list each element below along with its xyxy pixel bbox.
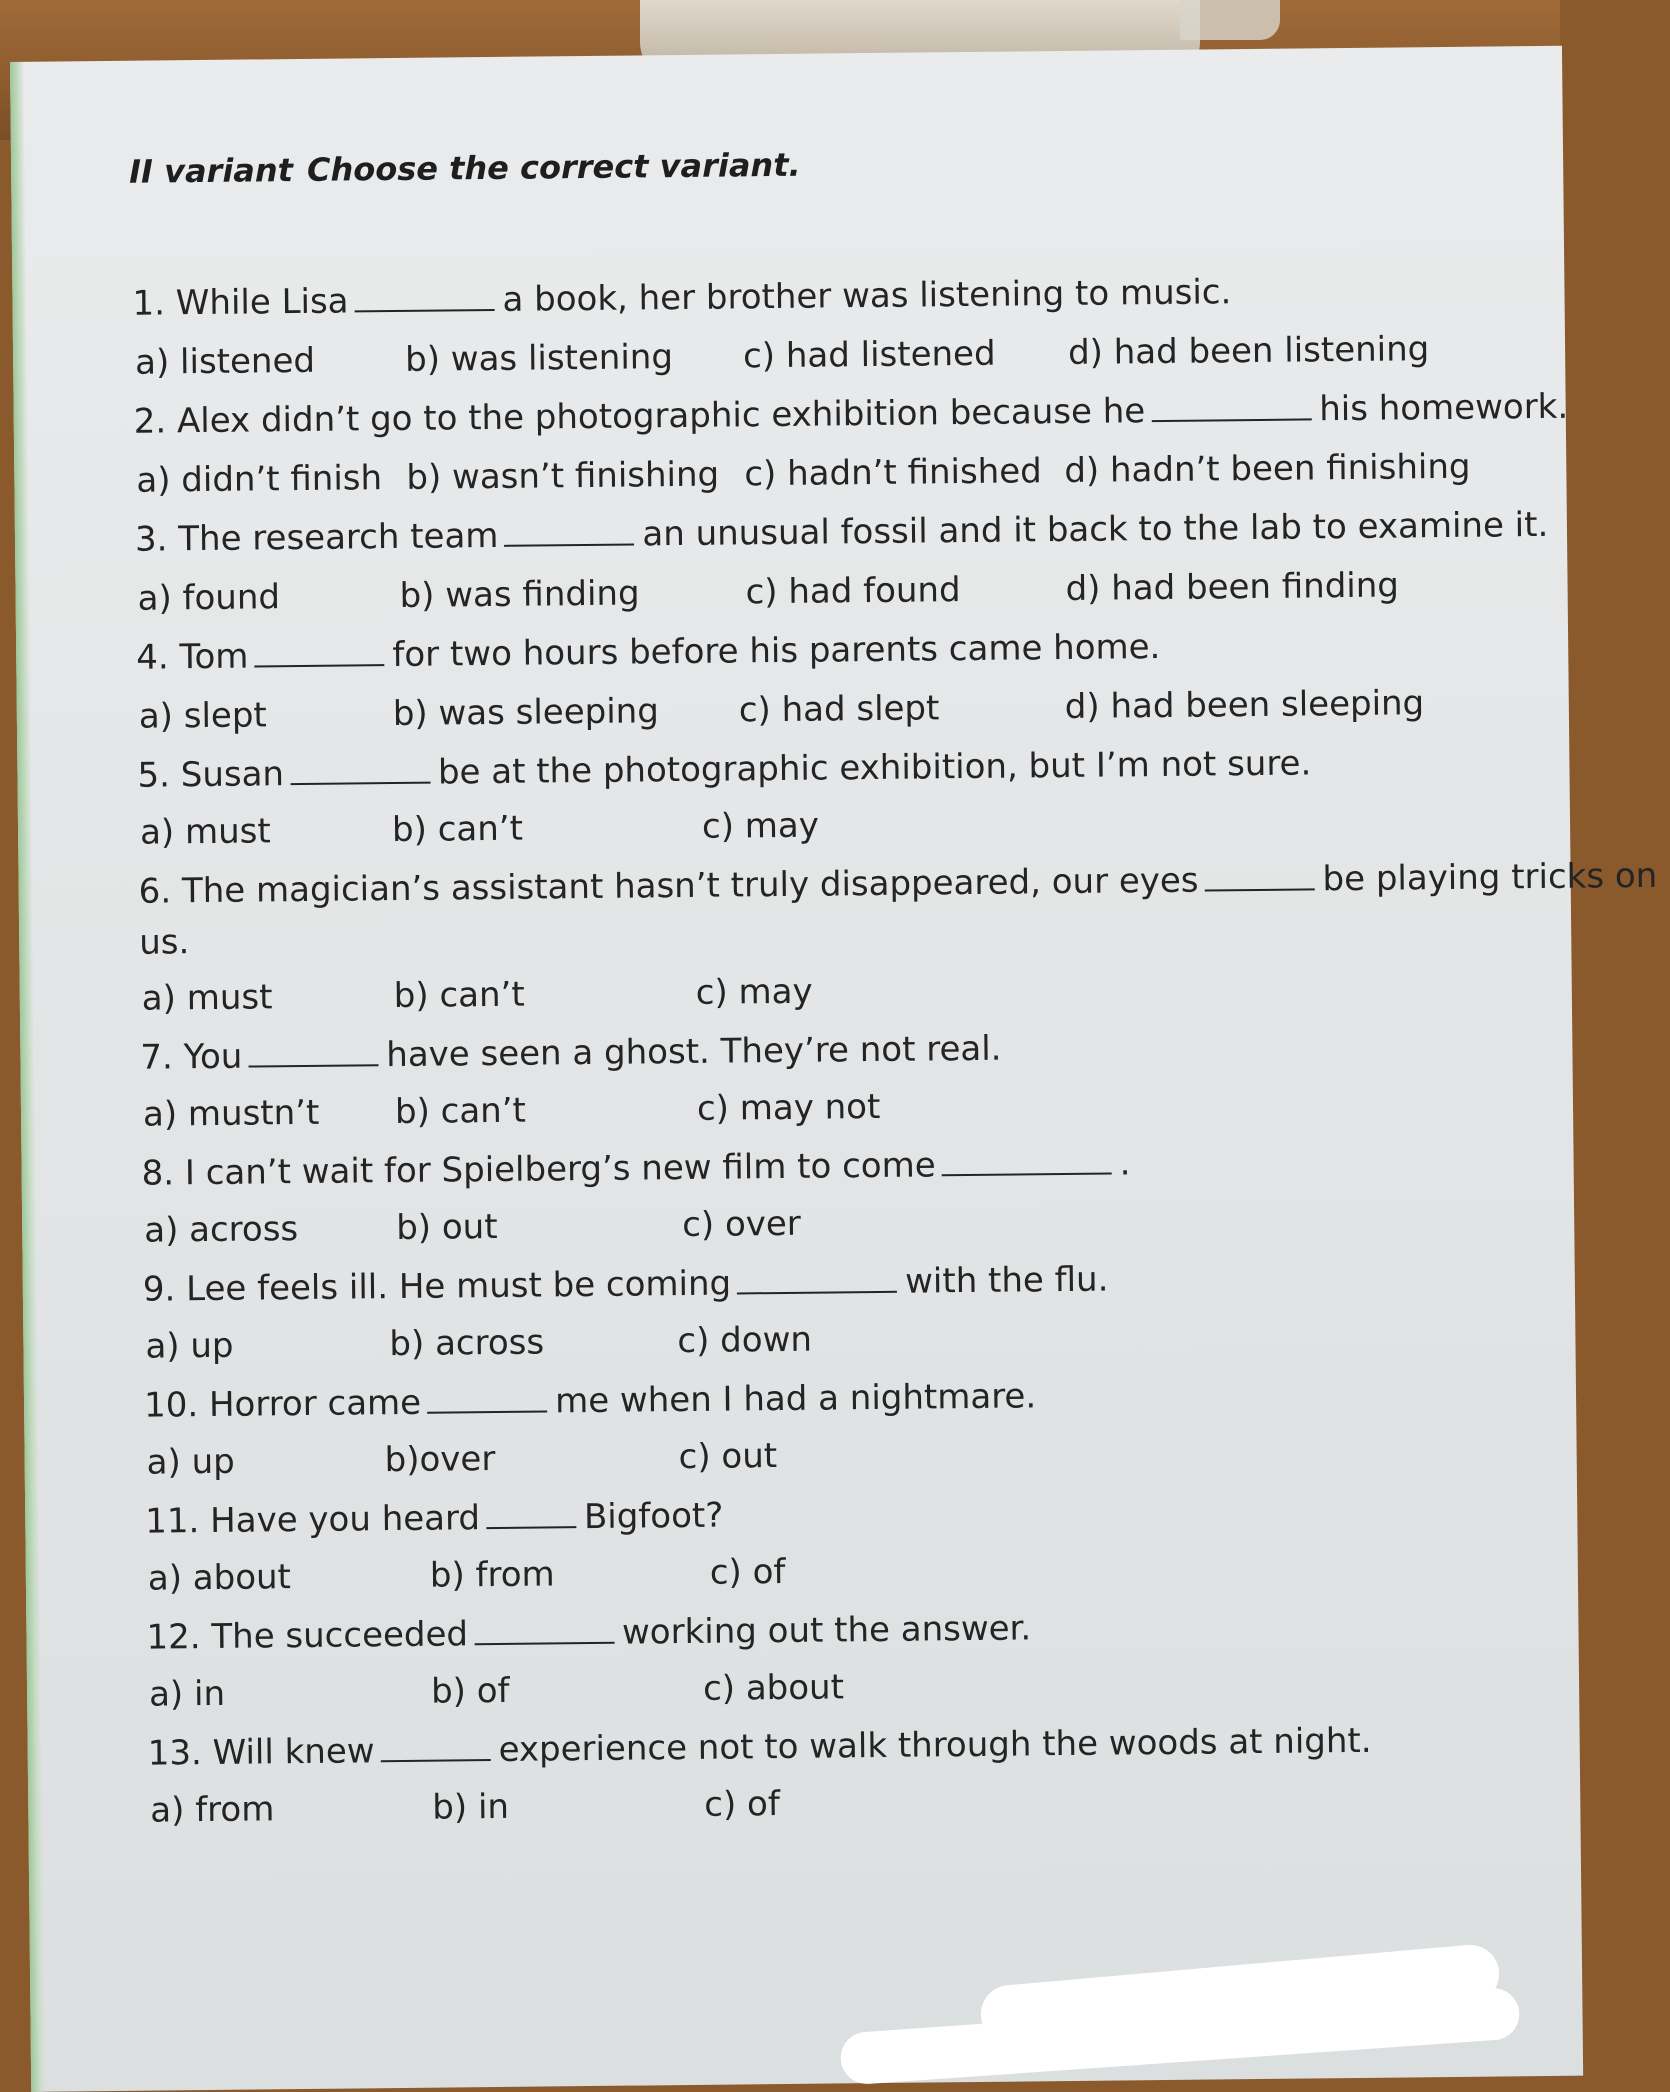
option[interactable]: a) from bbox=[150, 1789, 275, 1831]
answer-blank[interactable] bbox=[354, 279, 494, 312]
option[interactable]: a) found bbox=[137, 577, 281, 619]
question-text: experience not to walk through the woods at night. bbox=[498, 1720, 1372, 1770]
question-text: While Lisa bbox=[175, 281, 349, 324]
question-text: The magician’s assistant hasn’t truly disappeared, our eyes bbox=[181, 860, 1199, 912]
option[interactable]: c) may bbox=[695, 971, 813, 1013]
question-3 bbox=[135, 504, 1549, 560]
question-text: . bbox=[1119, 1143, 1131, 1184]
question-text: an unusual fossil and it back to the lab to examine it. bbox=[642, 504, 1549, 555]
option[interactable]: b) in bbox=[432, 1786, 510, 1828]
answer-blank[interactable] bbox=[427, 1380, 547, 1413]
question-text: Horror came bbox=[208, 1382, 422, 1425]
question-text: a book, her brother was listening to music. bbox=[502, 272, 1232, 320]
question-text: be at the photographic exhibition, but I’m not sure. bbox=[437, 743, 1312, 793]
question-number: 6. bbox=[138, 871, 172, 912]
answer-blank[interactable] bbox=[254, 634, 384, 667]
option[interactable]: d) had been listening bbox=[1067, 329, 1430, 373]
answer-blank[interactable] bbox=[380, 1729, 490, 1762]
question-text: Susan bbox=[180, 754, 285, 796]
answer-blank[interactable] bbox=[504, 513, 634, 546]
question-text: Bigfoot? bbox=[583, 1495, 724, 1538]
worksheet-heading bbox=[129, 146, 801, 191]
option[interactable]: b) across bbox=[389, 1322, 545, 1365]
question-number: 7. bbox=[140, 1037, 174, 1078]
question-12 bbox=[146, 1607, 1031, 1657]
question-text: I can’t wait for Spielberg’s new film to come bbox=[184, 1145, 936, 1194]
option[interactable]: d) hadn’t been finishing bbox=[1064, 446, 1471, 491]
question-number: 11. bbox=[145, 1501, 200, 1542]
question-number: 8. bbox=[141, 1153, 175, 1194]
option[interactable]: c) of bbox=[709, 1551, 786, 1593]
option[interactable]: b) of bbox=[430, 1670, 510, 1712]
question-10 bbox=[144, 1375, 1037, 1425]
option[interactable]: c) down bbox=[677, 1319, 813, 1362]
question-1 bbox=[132, 271, 1231, 324]
question-text: working out the answer. bbox=[621, 1608, 1032, 1653]
question-number: 4. bbox=[136, 637, 169, 678]
question-11 bbox=[145, 1495, 723, 1542]
option[interactable]: c) of bbox=[704, 1784, 781, 1825]
question-text: me when I had a nightmare. bbox=[554, 1376, 1037, 1422]
option[interactable]: a) didn’t finish bbox=[136, 458, 383, 501]
option[interactable]: c) out bbox=[678, 1436, 778, 1478]
question-text: with the flu. bbox=[904, 1259, 1109, 1302]
question-text: The research team bbox=[178, 515, 499, 560]
variant-label: II variant bbox=[128, 151, 294, 191]
question-6 bbox=[138, 855, 1657, 912]
option[interactable]: a) up bbox=[145, 1325, 234, 1367]
question-text: Tom bbox=[179, 636, 249, 678]
option[interactable]: c) may bbox=[701, 805, 820, 847]
option[interactable]: a) up bbox=[146, 1441, 235, 1483]
question-text: You bbox=[183, 1036, 243, 1078]
option[interactable]: c) about bbox=[702, 1667, 845, 1709]
option[interactable]: b)over bbox=[384, 1438, 496, 1481]
pen-cap bbox=[1180, 0, 1280, 40]
answer-blank[interactable] bbox=[941, 1143, 1111, 1177]
question-number: 9. bbox=[142, 1269, 176, 1310]
option[interactable]: b) was sleeping bbox=[392, 691, 660, 735]
question-text: Alex didn’t go to the photographic exhibition because he bbox=[176, 391, 1146, 442]
instruction-text: Choose the correct variant. bbox=[306, 145, 801, 189]
question-text: have seen a ghost. They’re not real. bbox=[386, 1028, 1002, 1076]
question-text: Have you heard bbox=[209, 1498, 481, 1541]
option[interactable]: a) in bbox=[148, 1673, 226, 1715]
answer-blank[interactable] bbox=[486, 1496, 576, 1529]
question-number: 2. bbox=[133, 401, 167, 442]
option[interactable]: b) was finding bbox=[399, 573, 640, 616]
answer-blank[interactable] bbox=[290, 752, 430, 785]
option[interactable]: b) can’t bbox=[391, 808, 524, 851]
question-text: for two hours before his parents came home. bbox=[392, 626, 1161, 676]
question-number: 5. bbox=[137, 755, 171, 796]
question-9 bbox=[143, 1259, 1109, 1310]
option[interactable]: b) was listening bbox=[404, 337, 674, 380]
question-13 bbox=[148, 1720, 1372, 1774]
option[interactable]: a) must bbox=[141, 977, 273, 1019]
option[interactable]: b) can’t bbox=[393, 974, 525, 1017]
option[interactable]: a) across bbox=[144, 1209, 299, 1251]
question-text: The succeeded bbox=[211, 1614, 469, 1657]
answer-blank[interactable] bbox=[1204, 858, 1314, 891]
question-5 bbox=[137, 742, 1311, 795]
option[interactable]: c) had listened bbox=[742, 333, 996, 377]
option[interactable]: d) had been sleeping bbox=[1064, 683, 1425, 727]
question-text: Lee feels ill. He must be coming bbox=[185, 1263, 732, 1310]
question-number: 13. bbox=[147, 1733, 203, 1774]
answer-blank[interactable] bbox=[1151, 388, 1311, 422]
option[interactable]: c) may not bbox=[696, 1086, 881, 1129]
answer-blank[interactable] bbox=[248, 1034, 378, 1067]
question-text: be playing tricks on bbox=[1322, 855, 1658, 900]
option[interactable]: b) out bbox=[396, 1206, 498, 1249]
question-number: 1. bbox=[132, 283, 166, 324]
question-number: 3. bbox=[134, 519, 168, 560]
option[interactable]: c) had found bbox=[745, 570, 961, 613]
option[interactable]: a) must bbox=[139, 811, 271, 853]
question-7 bbox=[140, 1028, 1001, 1078]
question-2 bbox=[134, 386, 1569, 442]
question-text: his homework. bbox=[1318, 386, 1569, 430]
question-text: Will knew bbox=[212, 1731, 375, 1773]
option[interactable]: d) had been finding bbox=[1065, 565, 1400, 609]
question-4 bbox=[136, 626, 1161, 678]
question-number: 12. bbox=[146, 1617, 201, 1658]
option[interactable]: a) mustn’t bbox=[142, 1092, 320, 1135]
option[interactable]: c) had slept bbox=[738, 688, 940, 731]
option[interactable]: a) about bbox=[147, 1557, 292, 1599]
option[interactable]: a) listened bbox=[134, 340, 316, 383]
option[interactable]: b) from bbox=[429, 1554, 555, 1596]
answer-blank[interactable] bbox=[474, 1612, 614, 1645]
option[interactable]: c) over bbox=[682, 1203, 802, 1246]
question-6-continuation: us. bbox=[139, 922, 190, 963]
option[interactable]: b) can’t bbox=[394, 1090, 527, 1133]
page-edge-stripe bbox=[10, 62, 45, 2092]
question-number: 10. bbox=[143, 1385, 199, 1426]
answer-blank[interactable] bbox=[737, 1261, 897, 1295]
option[interactable]: a) slept bbox=[138, 695, 267, 737]
worksheet-page bbox=[10, 46, 1658, 2092]
question-8 bbox=[141, 1142, 1130, 1193]
option[interactable]: c) hadn’t finished bbox=[744, 451, 1042, 495]
option[interactable]: b) wasn’t finishing bbox=[406, 454, 720, 498]
